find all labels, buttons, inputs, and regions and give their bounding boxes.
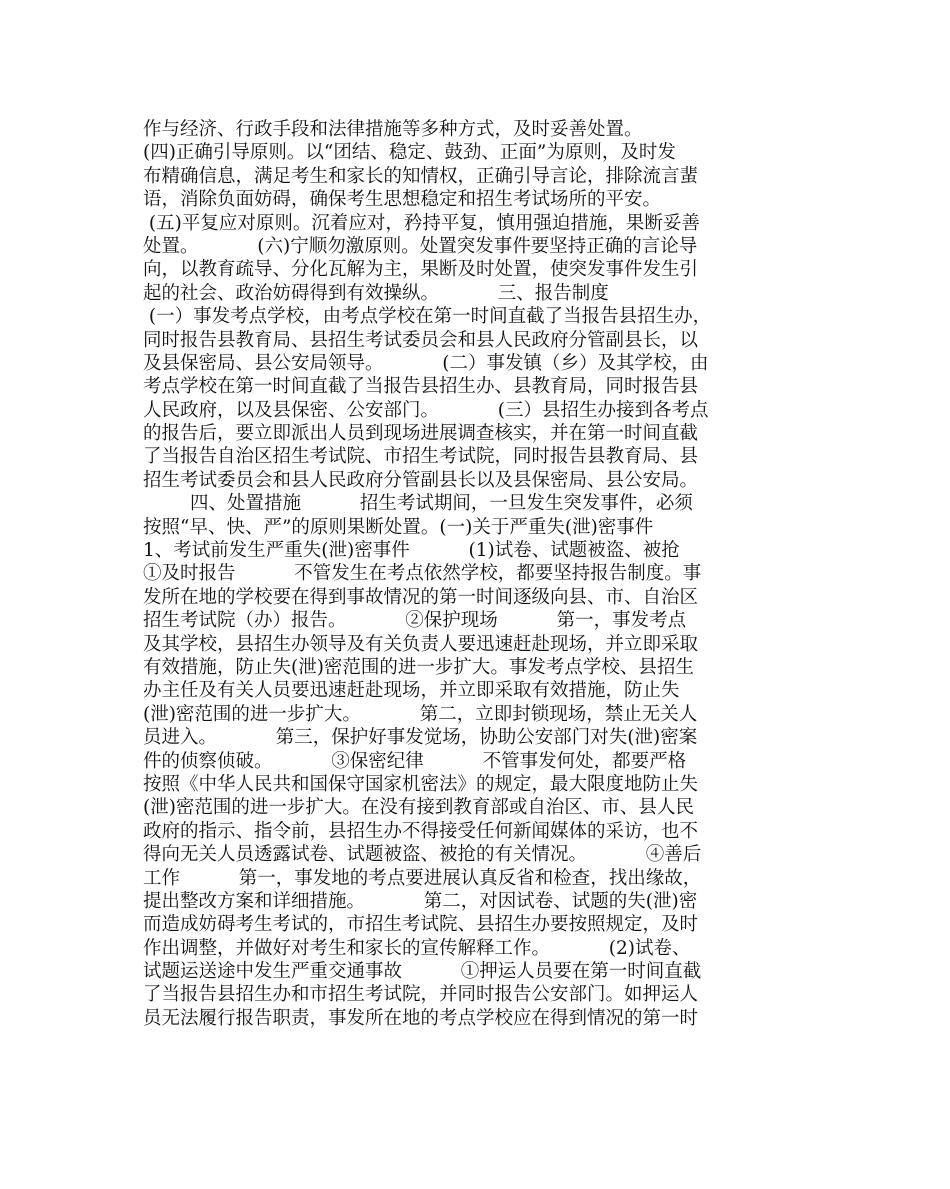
text-line: (四)正确引导原则。以“团结、稳定、鼓劲、正面”为原则，及时发 — [143, 142, 676, 164]
text-line: (五)平复应对原则。沉着应对，矜持平复，慎用强迫措施，果断妥善 — [143, 212, 700, 234]
text-line: 同时报告县教育局、县招生考试委员会和县人民政府分管副县长，以 — [143, 329, 699, 351]
text-line: 及县保密局、县公安局领导。 (二）事发镇（乡）及其学校，由 — [143, 352, 709, 374]
text-line: 人民政府，以及县保密、公安部门。 (三）县招生办接到各考点 — [143, 399, 709, 421]
text-line: 处置。 (六)宁顺勿激原则。处置突发事件要坚持正确的言论导 — [143, 235, 698, 257]
text-line: 及其学校，县招生办领导及有关负责人要迅速赶赴现场，并立即采取 — [143, 633, 699, 655]
text-line: 招生考试委员会和县人民政府分管副县长以及县保密局、县公安局。 — [143, 469, 699, 491]
text-line: 向，以教育疏导、分化瓦解为主，果断及时处置，使突发事件发生引 — [143, 259, 699, 281]
text-line: 而造成妨碍考生考试的，市招生考试院、县招生办要按照规定，及时 — [143, 914, 699, 936]
document-body — [143, 118, 843, 1030]
text-line: 作出调整，并做好对考生和家长的宣传解释工作。 (2)试卷、 — [143, 937, 691, 959]
text-line: 语，消除负面妨碍，确保考生思想稳定和招生考试场所的平安。 — [143, 189, 662, 211]
text-line: 有效措施，防止失(泄)密范围的进一步扩大。事发考点学校、县招生 — [143, 656, 694, 678]
text-line: 件的侦察侦破。 ③保密纪律 不管事发何处，都要严格 — [143, 750, 687, 772]
text-line: 布精确信息，满足考生和家长的知情权，正确引导言论，排除流言蜚 — [143, 165, 699, 187]
text-line: 按照《中华人民共和国保守国家机密法》的规定，最大限度地防止失 — [143, 773, 699, 795]
text-line: 考点学校在第一时间直截了当报告县招生办、县教育局，同时报告县 — [143, 376, 699, 398]
text-line: 招生考试院（办）报告。 ②保护现场 第一，事发考点 — [143, 610, 687, 632]
text-line: (泄)密范围的进一步扩大。在没有接到教育部或自治区、市、县人民 — [143, 797, 694, 819]
text-line: 发所在地的学校要在得到事故情况的第一时间逐级向县、市、自治区 — [143, 586, 699, 608]
text-line: 的报告后，要立即派出人员到现场进展调查核实，并在第一时间直截 — [143, 423, 699, 445]
text-line: 作与经济、行政手段和法律措施等多种方式，及时妥善处置。 — [143, 119, 643, 140]
text-line: (一）事发考点学校，由考点学校在第一时间直截了当报告县招生办， — [143, 306, 712, 328]
text-line: 1、考试前发生严重失(泄)密事件 (1)试卷、试题被盗、被抢 — [143, 540, 680, 562]
text-line: 员无法履行报告职责，事发所在地的考点学校应在得到情况的第一时 — [143, 1007, 699, 1029]
text-line: 了当报告县招生办和市招生考试院，并同时报告公安部门。如押运人 — [143, 984, 699, 1006]
text-line: 起的社会、政治妨碍得到有效操纵。 三、报告制度 — [143, 282, 609, 304]
text-line: 四、处置措施 招生考试期间，一旦发生突发事件，必须 — [143, 493, 693, 515]
text-line: (泄)密范围的进一步扩大。 第二，立即封锁现场，禁止无关人 — [143, 703, 698, 725]
text-line: 提出整改方案和详细措施。 第二，对因试卷、试题的失(泄)密 — [143, 890, 698, 912]
text-line: 政府的指示、指令前，县招生办不得接受任何新闻媒体的采访，也不 — [143, 820, 699, 842]
text-line: 工作 第一，事发地的考点要进展认真反省和检查，找出缘故， — [143, 867, 702, 889]
text-line: 试题运送途中发生严重交通事故 ①押运人员要在第一时间直截 — [143, 961, 702, 983]
text-line: 办主任及有关人员要迅速赶赴现场，并立即采取有效措施，防止失 — [143, 680, 680, 702]
text-line: 员进入。 第三，保护好事发觉场，协助公安部门对失(泄)密案 — [143, 727, 698, 749]
text-line: 按照“早、快、严”的原则果断处置。(一)关于严重失(泄)密事件 — [143, 516, 654, 538]
text-line: 得向无关人员透露试卷、试题被盗、被抢的有关情况。 ④善后 — [143, 844, 702, 866]
text-line: ①及时报告 不管发生在考点依然学校，都要坚持报告制度。事 — [143, 563, 702, 585]
text-line: 了当报告自治区招生考试院、市招生考试院，同时报告县教育局、县 — [143, 446, 699, 468]
